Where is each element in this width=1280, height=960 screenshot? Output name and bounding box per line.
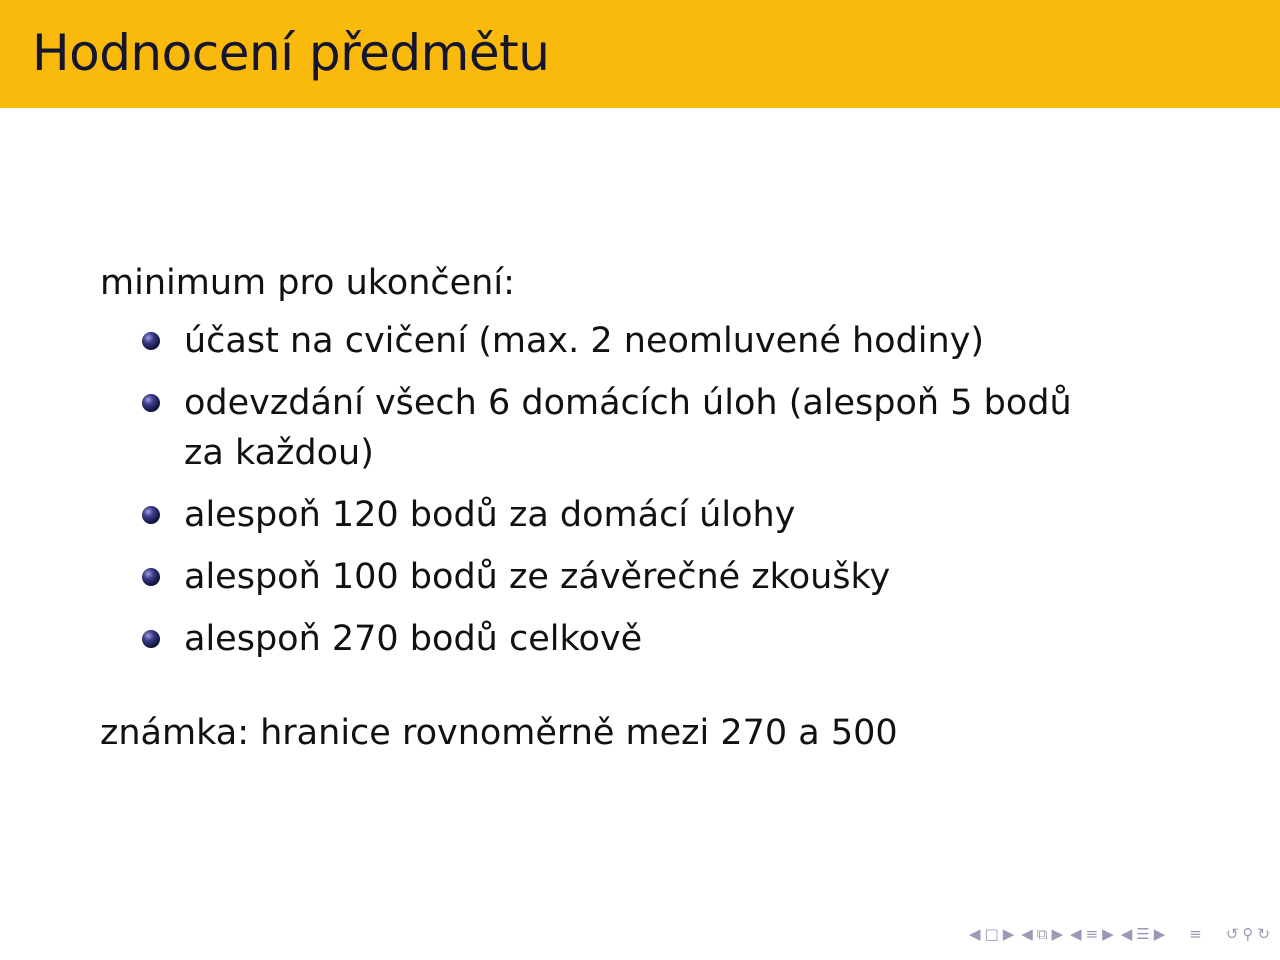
- arrow-left-icon[interactable]: ◀: [1070, 924, 1082, 943]
- arrow-right-icon[interactable]: ▶: [1051, 924, 1064, 943]
- subsection-icon[interactable]: ⧉: [1036, 924, 1048, 943]
- arrow-right-icon[interactable]: ▶: [1102, 924, 1114, 943]
- bullet-icon: [142, 506, 160, 524]
- list-item: [184, 552, 1180, 602]
- intro-text: minimum pro ukončení:: [100, 263, 515, 303]
- list-item-text: alespoň 270 bodů celkově: [184, 619, 643, 659]
- arrow-left-icon[interactable]: ◀: [1120, 924, 1133, 943]
- document-icon[interactable]: ☰: [1136, 924, 1150, 943]
- requirements-list: [100, 316, 1180, 664]
- bullet-icon: [142, 394, 160, 412]
- grade-text: známka: hranice rovnoměrně mezi 270 a 500: [100, 713, 898, 753]
- slide-title: Hodnocení předmětu: [32, 24, 550, 82]
- list-item-text: alespoň 120 bodů za domácí úlohy: [184, 495, 796, 535]
- slide-body: [100, 258, 1180, 758]
- beamer-navigation: [969, 922, 1270, 946]
- arrow-left-icon[interactable]: ◀: [1021, 924, 1033, 943]
- arrow-right-icon[interactable]: ▶: [1002, 924, 1015, 943]
- search-icon[interactable]: ⚲: [1242, 924, 1254, 943]
- section-icon[interactable]: ≡: [1085, 924, 1099, 943]
- title-bar: [0, 0, 1280, 108]
- frame-icon[interactable]: □: [984, 924, 999, 943]
- bullet-icon: [142, 568, 160, 586]
- list-item: [184, 614, 1180, 664]
- arrow-right-icon[interactable]: ▶: [1153, 924, 1166, 943]
- list-item: [184, 378, 1180, 478]
- outline-icon[interactable]: ≡: [1189, 924, 1202, 943]
- forward-icon[interactable]: ↻: [1257, 924, 1270, 943]
- list-item: [184, 490, 1180, 540]
- bullet-icon: [142, 332, 160, 350]
- list-item-text: účast na cvičení (max. 2 neomluvené hodiny): [184, 321, 985, 361]
- bullet-icon: [142, 630, 160, 648]
- list-item-text: odevzdání všech 6 domácích úloh (alespoň 5 bodů za každou): [184, 383, 1072, 473]
- arrow-left-icon[interactable]: ◀: [968, 924, 981, 943]
- back-icon[interactable]: ↺: [1225, 924, 1239, 943]
- list-item: [184, 316, 1180, 366]
- list-item-text: alespoň 100 bodů ze závěrečné zkoušky: [184, 557, 891, 597]
